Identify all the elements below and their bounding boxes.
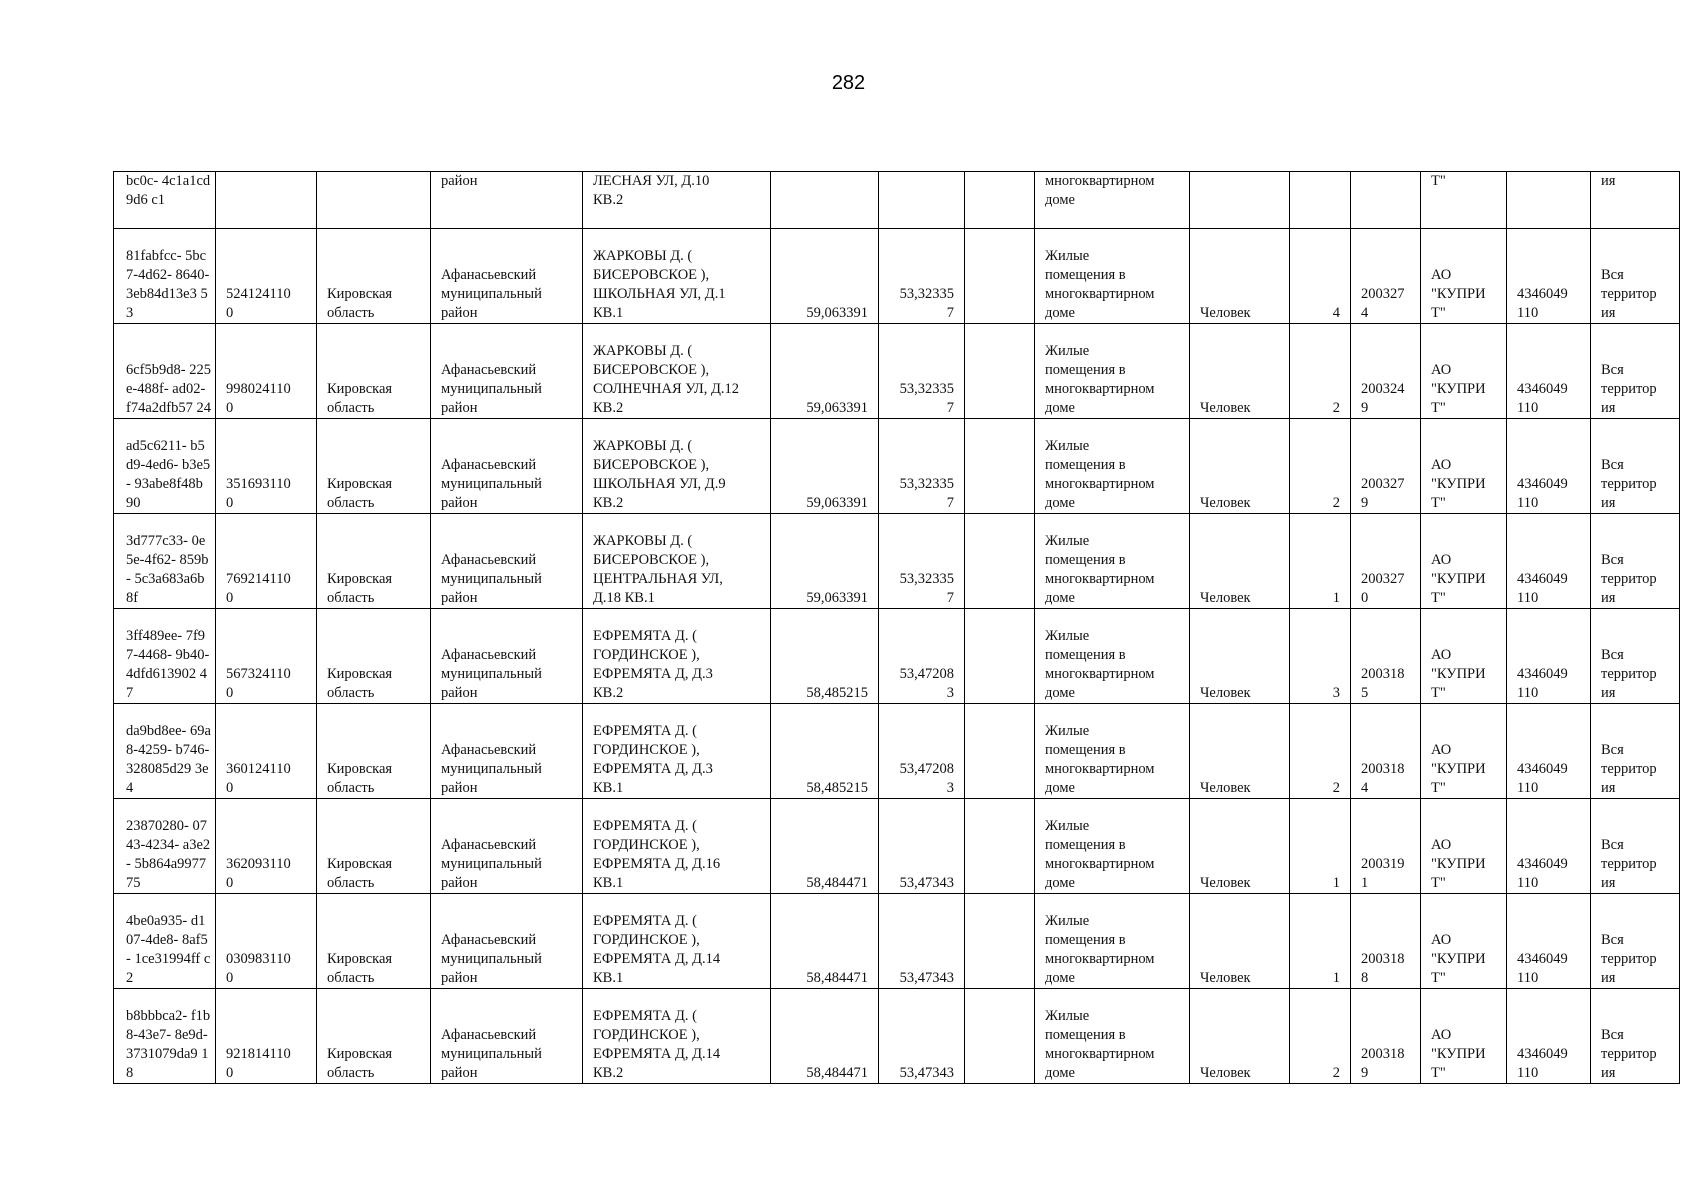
table-cell: 200327 9 — [1351, 419, 1421, 514]
table-cell: многоквартирном доме — [1035, 172, 1190, 229]
table-cell: da9bd8ee- 69a8-4259- b746- 328085d29 3e4 — [114, 704, 216, 799]
table-cell: 200324 9 — [1351, 324, 1421, 419]
table-cell: 53,32335 7 — [879, 419, 965, 514]
table-cell: Вся территор ия — [1591, 894, 1680, 989]
table-cell: АО "КУПРИ Т" — [1421, 989, 1507, 1084]
table-row — [114, 514, 1680, 609]
table-cell: 360124110 0 — [216, 704, 317, 799]
table-cell: Т" — [1421, 172, 1507, 229]
table-cell: Кировская область — [317, 609, 431, 704]
table-cell: Кировская область — [317, 419, 431, 514]
table-cell: Жилые помещения в многоквартирном доме — [1035, 609, 1190, 704]
table-row — [114, 609, 1680, 704]
table-row — [114, 172, 1680, 229]
table-cell: 4346049 110 — [1507, 894, 1591, 989]
table-cell: ЖАРКОВЫ Д. ( БИСЕРОВСКОЕ ), ШКОЛЬНАЯ УЛ, Д.1 КВ.1 — [583, 229, 771, 324]
table-cell: Вся территор ия — [1591, 514, 1680, 609]
table-cell: 53,32335 7 — [879, 229, 965, 324]
table-cell: 200319 1 — [1351, 799, 1421, 894]
table-cell: Человек — [1190, 894, 1290, 989]
table-cell: ЖАРКОВЫ Д. ( БИСЕРОВСКОЕ ), ШКОЛЬНАЯ УЛ, Д.9 КВ.2 — [583, 419, 771, 514]
table-cell: Жилые помещения в многоквартирном доме — [1035, 324, 1190, 419]
table-cell: 58,485215 — [771, 704, 879, 799]
table-cell: Афанасьевский муниципальный район — [431, 229, 583, 324]
table-cell: 58,485215 — [771, 609, 879, 704]
table-cell: Человек — [1190, 609, 1290, 704]
table-cell — [965, 229, 1035, 324]
table-cell: Кировская область — [317, 229, 431, 324]
table-cell: ЕФРЕМЯТА Д. ( ГОРДИНСКОЕ ), ЕФРЕМЯТА Д, Д.3 КВ.1 — [583, 704, 771, 799]
table-cell — [965, 704, 1035, 799]
table-cell: Человек — [1190, 324, 1290, 419]
table-cell: Жилые помещения в многоквартирном доме — [1035, 419, 1190, 514]
table-cell: 3d777c33- 0e5e-4f62- 859b- 5c3a683a6b 8f — [114, 514, 216, 609]
table-cell: АО "КУПРИ Т" — [1421, 324, 1507, 419]
table-cell: 200318 4 — [1351, 704, 1421, 799]
table-cell: Жилые помещения в многоквартирном доме — [1035, 229, 1190, 324]
table-row — [114, 799, 1680, 894]
table-cell: 567324110 0 — [216, 609, 317, 704]
table-cell — [965, 172, 1035, 229]
table-cell: Афанасьевский муниципальный район — [431, 894, 583, 989]
table-cell: район — [431, 172, 583, 229]
table-cell: 4346049 110 — [1507, 324, 1591, 419]
table-cell: Афанасьевский муниципальный район — [431, 514, 583, 609]
table-cell: 4be0a935- d107-4de8- 8af5- 1ce31994ff c2 — [114, 894, 216, 989]
table-cell: Афанасьевский муниципальный район — [431, 609, 583, 704]
table-cell: 4346049 110 — [1507, 799, 1591, 894]
table-cell: 1 — [1290, 799, 1351, 894]
table-cell: 59,063391 — [771, 229, 879, 324]
table-cell: 53,47208 3 — [879, 609, 965, 704]
table-cell: 53,47208 3 — [879, 704, 965, 799]
table-cell: Вся территор ия — [1591, 229, 1680, 324]
table-cell — [216, 172, 317, 229]
table-cell — [1290, 172, 1351, 229]
table-cell — [1351, 172, 1421, 229]
table-cell: bc0c- 4c1a1cd9d6 c1 — [114, 172, 216, 229]
table-cell: 2 — [1290, 704, 1351, 799]
table-cell: 58,484471 — [771, 799, 879, 894]
table-cell: 4346049 110 — [1507, 989, 1591, 1084]
table-cell: 58,484471 — [771, 894, 879, 989]
table-cell: Кировская область — [317, 514, 431, 609]
table-cell: Афанасьевский муниципальный район — [431, 799, 583, 894]
table-cell: 59,063391 — [771, 324, 879, 419]
table-cell: 351693110 0 — [216, 419, 317, 514]
table-cell: Кировская область — [317, 894, 431, 989]
table-cell: 3 — [1290, 609, 1351, 704]
table-cell: Вся территор ия — [1591, 419, 1680, 514]
table-cell — [1507, 172, 1591, 229]
table-cell: 53,32335 7 — [879, 324, 965, 419]
table-cell — [965, 894, 1035, 989]
table-cell: Жилые помещения в многоквартирном доме — [1035, 704, 1190, 799]
table-cell: 81fabfcc- 5bc7-4d62- 8640- 3eb84d13e3 53 — [114, 229, 216, 324]
table-cell: 2 — [1290, 419, 1351, 514]
table-row — [114, 229, 1680, 324]
table-cell: Кировская область — [317, 324, 431, 419]
table-cell: 53,47343 — [879, 894, 965, 989]
page-number: 282 — [831, 72, 866, 94]
table-cell: 998024110 0 — [216, 324, 317, 419]
table-cell: Афанасьевский муниципальный район — [431, 324, 583, 419]
table-cell: Вся территор ия — [1591, 609, 1680, 704]
table-cell — [965, 419, 1035, 514]
table-cell: Жилые помещения в многоквартирном доме — [1035, 989, 1190, 1084]
table-cell: 4346049 110 — [1507, 419, 1591, 514]
table-cell: 4346049 110 — [1507, 514, 1591, 609]
table-cell: АО "КУПРИ Т" — [1421, 609, 1507, 704]
table-cell: 200318 5 — [1351, 609, 1421, 704]
table-cell: 4346049 110 — [1507, 609, 1591, 704]
table-cell: Жилые помещения в многоквартирном доме — [1035, 894, 1190, 989]
table-cell: Человек — [1190, 229, 1290, 324]
table-cell: 4346049 110 — [1507, 229, 1591, 324]
table-cell: 4 — [1290, 229, 1351, 324]
table-cell: Кировская область — [317, 799, 431, 894]
table-cell — [965, 799, 1035, 894]
table-cell: ЖАРКОВЫ Д. ( БИСЕРОВСКОЕ ), СОЛНЕЧНАЯ УЛ, Д.12 КВ.2 — [583, 324, 771, 419]
table-cell: 200327 0 — [1351, 514, 1421, 609]
table-cell: 53,47343 — [879, 989, 965, 1084]
table-cell: 200318 8 — [1351, 894, 1421, 989]
table-cell: АО "КУПРИ Т" — [1421, 419, 1507, 514]
table-body — [114, 172, 1680, 1084]
table-cell: 1 — [1290, 514, 1351, 609]
table-cell — [1190, 172, 1290, 229]
table-cell: 200318 9 — [1351, 989, 1421, 1084]
table-cell: 59,063391 — [771, 419, 879, 514]
table-cell: 362093110 0 — [216, 799, 317, 894]
table-cell: Вся территор ия — [1591, 989, 1680, 1084]
table-cell: 200327 4 — [1351, 229, 1421, 324]
table-cell: Человек — [1190, 989, 1290, 1084]
table-row — [114, 324, 1680, 419]
registry-table — [113, 171, 1680, 1084]
table-cell: 58,484471 — [771, 989, 879, 1084]
table-cell — [965, 989, 1035, 1084]
table-cell: Афанасьевский муниципальный район — [431, 419, 583, 514]
table-cell — [965, 609, 1035, 704]
table-cell: 53,32335 7 — [879, 514, 965, 609]
table-cell: 59,063391 — [771, 514, 879, 609]
table-cell: Человек — [1190, 799, 1290, 894]
table-cell — [965, 324, 1035, 419]
table-cell: Вся территор ия — [1591, 799, 1680, 894]
table-cell: Человек — [1190, 419, 1290, 514]
table-cell: АО "КУПРИ Т" — [1421, 704, 1507, 799]
table-cell: ЕФРЕМЯТА Д. ( ГОРДИНСКОЕ ), ЕФРЕМЯТА Д, Д.3 КВ.2 — [583, 609, 771, 704]
table-cell: ЛЕСНАЯ УЛ, Д.10 КВ.2 — [583, 172, 771, 229]
table-cell — [317, 172, 431, 229]
table-cell: АО "КУПРИ Т" — [1421, 894, 1507, 989]
table-cell: 2 — [1290, 324, 1351, 419]
table-row — [114, 704, 1680, 799]
table-cell: АО "КУПРИ Т" — [1421, 514, 1507, 609]
table-cell: 3ff489ee- 7f97-4468- 9b40- 4dfd613902 47 — [114, 609, 216, 704]
table-cell: 1 — [1290, 894, 1351, 989]
table-cell: 53,47343 — [879, 799, 965, 894]
table-cell: 030983110 0 — [216, 894, 317, 989]
table-cell: ЕФРЕМЯТА Д. ( ГОРДИНСКОЕ ), ЕФРЕМЯТА Д, Д.14 КВ.1 — [583, 894, 771, 989]
table-cell — [771, 172, 879, 229]
table-cell: Кировская область — [317, 704, 431, 799]
table-cell: ad5c6211- b5d9-4ed6- b3e5- 93abe8f48b 90 — [114, 419, 216, 514]
table-cell: 23870280- 0743-4234- a3e2- 5b864a9977 75 — [114, 799, 216, 894]
table-cell: Человек — [1190, 704, 1290, 799]
table-cell — [965, 514, 1035, 609]
table-cell: 4346049 110 — [1507, 704, 1591, 799]
table-row — [114, 419, 1680, 514]
table-cell: 921814110 0 — [216, 989, 317, 1084]
table-cell: 2 — [1290, 989, 1351, 1084]
table-cell: Кировская область — [317, 989, 431, 1084]
table-cell: Вся территор ия — [1591, 324, 1680, 419]
table-cell — [879, 172, 965, 229]
table-cell: 524124110 0 — [216, 229, 317, 324]
table-row — [114, 894, 1680, 989]
table-cell: АО "КУПРИ Т" — [1421, 799, 1507, 894]
table-cell: 6cf5b9d8- 225e-488f- ad02- f74a2dfb57 24 — [114, 324, 216, 419]
table-row — [114, 989, 1680, 1084]
table-cell: Жилые помещения в многоквартирном доме — [1035, 799, 1190, 894]
table-cell: ия — [1591, 172, 1680, 229]
table-cell: Человек — [1190, 514, 1290, 609]
table-cell: ЕФРЕМЯТА Д. ( ГОРДИНСКОЕ ), ЕФРЕМЯТА Д, Д.14 КВ.2 — [583, 989, 771, 1084]
table-cell: Афанасьевский муниципальный район — [431, 989, 583, 1084]
table-cell: Жилые помещения в многоквартирном доме — [1035, 514, 1190, 609]
table-cell: ЕФРЕМЯТА Д. ( ГОРДИНСКОЕ ), ЕФРЕМЯТА Д, Д.16 КВ.1 — [583, 799, 771, 894]
table-cell: b8bbbca2- f1b8-43e7- 8e9d- 3731079da9 18 — [114, 989, 216, 1084]
table-cell: ЖАРКОВЫ Д. ( БИСЕРОВСКОЕ ), ЦЕНТРАЛЬНАЯ УЛ, Д.18 КВ.1 — [583, 514, 771, 609]
table-cell: АО "КУПРИ Т" — [1421, 229, 1507, 324]
table-cell: Афанасьевский муниципальный район — [431, 704, 583, 799]
table-cell: 769214110 0 — [216, 514, 317, 609]
table-cell: Вся территор ия — [1591, 704, 1680, 799]
